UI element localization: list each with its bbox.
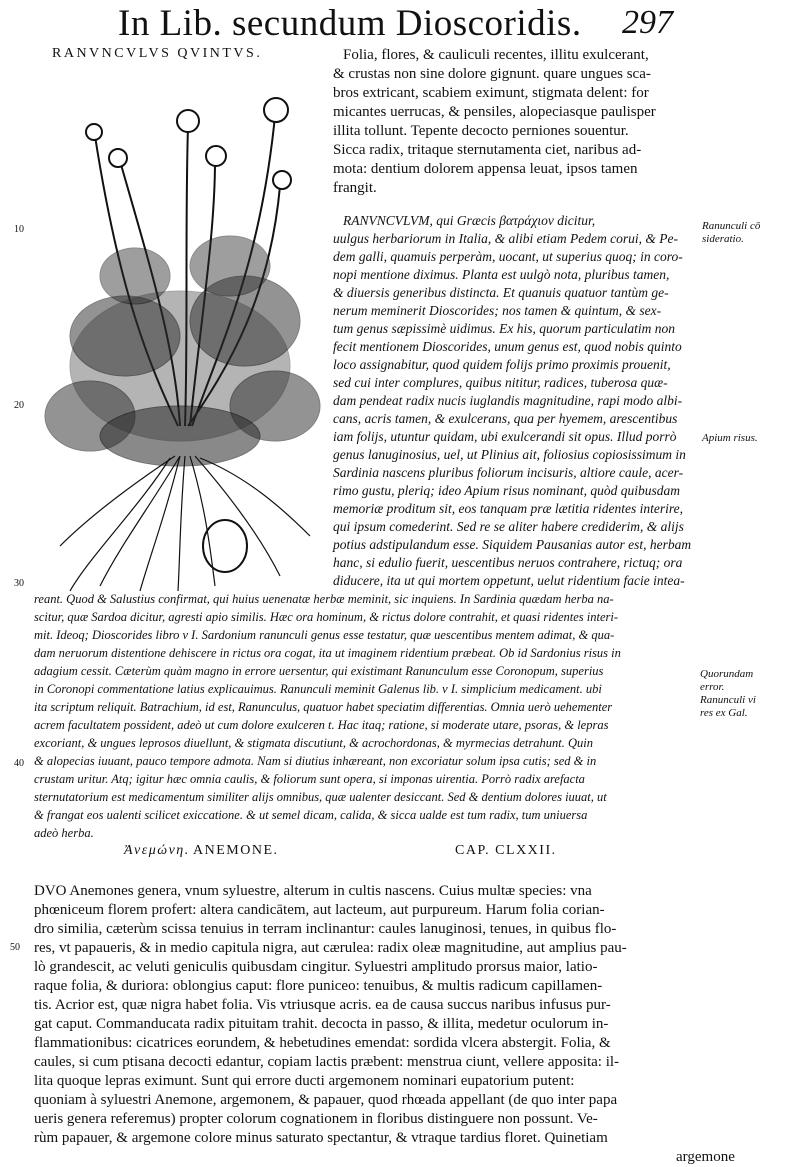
text-line: rimo gustu, pleriq; ideo Apium risus nominant, quòd quibusdam (333, 483, 681, 498)
text-line: & frangat eos ualenti scilicet exiccatione. & ut semel dicam, calida, & sicca ualde est tum radix, tum uniuersa (34, 808, 588, 822)
margin-note-apium (702, 432, 758, 445)
text-line: memoriæ proditum sit, eos tanquam præ lætitia ridentes interire, (333, 501, 684, 516)
line-number: 50 (10, 942, 20, 953)
text-line: genus lanuginosius, uel, ut Plinius ait, foliosius copiosissimum in (333, 447, 686, 462)
page-number: 297 (622, 4, 673, 41)
catchword: argemone (676, 1149, 735, 1165)
text-line: dam pendeat radix nucis iuglandis magnitudine, rapi modo albi- (333, 393, 683, 408)
figure-title: RANVNCVLVS QVINTVS. (52, 46, 263, 61)
text-line: ueris genera referemus) propter colorum cognationem in floribus distinguere non possunt. Ve- (34, 1111, 598, 1127)
text-line: raque folia, & duriora: oblongius caput: flore puniceo: tenuibus, & multis radicum capillamen- (34, 978, 603, 994)
text-line: acrem facultatem possident, adeò ut cum dolore exulceren t. Hac itaq; ratione, si moderate utare, psoras, & lepras (34, 718, 609, 732)
text-line: rùm papauer, & argemone colore minus saturato spectantur, & vtraque tardius floret. Quinetiam (34, 1130, 608, 1146)
text-line: nopi mentione diximus. Planta est uulgò nota, pluribus tamen, (333, 267, 670, 282)
margin-note-ranunculi (702, 220, 760, 246)
line-number: 20 (14, 400, 24, 411)
text-line: adagium cessit. Cæterùm quàm magno in errore uersentur, qui existimant Ranunculum esse Coronopum, superius (34, 664, 604, 678)
line-number: 30 (14, 578, 24, 589)
text-line: & crustas non sine dolore gignunt. quare ungues sca- (333, 66, 651, 82)
text-line: excoriant, & ungues leprosos diuellunt, & stigmata discutiunt, & acrochordonas, & myrmecias detrahunt. Quin (34, 736, 593, 750)
text-line: quoniam à syluestri Anemone, argemonem, & papauer, quod rhœada appellant (de quo inter papa (34, 1092, 618, 1108)
margin-note-error (700, 668, 756, 720)
text-line: sed cui inter complures, quibus nititur, radices, tuberosa quæ- (333, 375, 668, 390)
line-number: 40 (14, 758, 24, 769)
chapter-greek-title: Ἀνεμώνη. (124, 843, 190, 858)
text-line: res, vt papaueris, & in medio capitula nigra, aut cærulea: radix oleæ magnitudine, aut amplius pau- (34, 940, 627, 956)
text-line: flammationibus: cicatrices eorundem, & hebetudines emendat: sordida vlcera abstergit. Folia, & (34, 1035, 611, 1051)
line-number: 10 (14, 224, 24, 235)
text-line: micantes uerrucas, & pensiles, alopeciasque paulisper (333, 104, 656, 120)
text-line: hanc, si edulio fuerit, uescentibus neruos contrahere, rictuq; ora (333, 555, 683, 570)
text-line: nerum meminerit Dioscorides; nos tamen & quintum, & sex- (333, 303, 662, 318)
margin-note-line: Ranunculi vi (700, 694, 756, 706)
text-line: lita quoque lepras eximunt. Sunt qui errore ducti argemonem nominari eupatorium putent: (34, 1073, 575, 1089)
ranunculus-plant-woodcut-icon (30, 66, 330, 596)
text-line: dam neruorum distentione dehiscere in rictus ora cogat, ita ut imaginem ridentium præbeat. Ob id Sardonius risus in (34, 646, 621, 660)
text-line: diducere, ita ut qui mortem oppetunt, uelut ridentium facie intea- (333, 573, 685, 588)
text-line: mit. Ideoq; Dioscorides libro v I. Sardonium ranunculi genus esse testatur, quæ uescentibus mentem adimat, & qua- (34, 628, 615, 642)
text-line: dro similia, cæterùm scissa tenuius in terram inclinantur: caules lanuginosi, tenues, in quibus flo- (34, 921, 617, 937)
text-line: gat caput. Commanducata radix pituitam trahit. decocta in passo, & illita, medetur oculorum in- (34, 1016, 609, 1032)
text-line: Folia, flores, & cauliculi recentes, illitu exulcerant, (343, 47, 649, 63)
text-line: loco assignabitur, quod quidem folijs primo proximis prouenit, (333, 357, 671, 372)
text-line: uulgus herbariorum in Italia, & alibi etiam Pedem corui, & Pe- (333, 231, 678, 246)
text-line: tum genus sæpissimè uidimus. Ex his, quorum particulatim non (333, 321, 676, 336)
margin-note-line: Ranunculi cō (702, 220, 761, 232)
text-line: cans, acris tamen, & exulcerans, qua per hyemem, arescentibus (333, 411, 678, 426)
text-line: reant. Quod & Salustius confirmat, qui huius uenenatæ herbæ meminit, sic inquiens. In Sardinia quædam herba na- (34, 592, 614, 606)
margin-note-line: sideratio. (702, 233, 744, 245)
text-line: DVO Anemones genera, vnum syluestre, alterum in cultis nascens. Cuius multæ species: vna (34, 883, 592, 899)
text-line: lò grandescit, ac veluti geniculis quibusdam cingitur. Syluestri amplitudo prorsus maior, latio- (34, 959, 598, 975)
text-line: bros extricant, scabiem eximunt, stigmata delent: for (333, 85, 649, 101)
text-line: phœniceum florem profert: altera candicātem, aut lacteum, aut purpureum. Harum folia corian- (34, 902, 605, 918)
text-line: ita scriptum reliquit. Batrachium, id est, Ranunculus, quatuor habet speciatim differentias. Omnia uerò uehementer (34, 700, 613, 714)
chapter-number: CAP. CLXXII. (455, 843, 557, 858)
text-line: RANVNCVLVM, qui Græcis βατράχιον dicitur, (343, 213, 596, 228)
margin-note-line: Quorundam (700, 668, 754, 680)
text-line: frangit. (333, 180, 377, 196)
text-line: fecit mentionem Dioscorides, unum genus est, quod nobis quinto (333, 339, 682, 354)
text-line: Sardinia nascens pluribus foliorum incisuris, altiore caule, acer- (333, 465, 684, 480)
text-line: iam folijs, utuntur quidam, ubi exulcerandi sit opus. Illud porrò (333, 429, 677, 444)
text-line: sternutatorium est medicamentum similiter alijs omnibus, quæ ualenter desiccant. Sed & dentium dolores iuuat, ut (34, 790, 607, 804)
text-line: caules, si cum ptisana decocti edantur, copiam lactis præbent: menstrua ciunt, vellere apposita: il- (34, 1054, 620, 1070)
running-title: In Lib. secundum Dioscoridis. (118, 3, 582, 44)
text-line: illita tollunt. Tepente decocto perniones souentur. (333, 123, 629, 139)
text-line: qui ipsum comederint. Sed re se aliter habere crediderim, & alijs (333, 519, 684, 534)
text-line: Sicca radix, tritaque sternutamenta ciet, naribus ad- (333, 142, 642, 158)
margin-note-line: Apium risus. (702, 432, 758, 444)
text-line: & alopecias iuuant, pauco tempore admota. Nam si diutius inhæreant, non excoriatur solum ipsa cutis; sed & in (34, 754, 597, 768)
text-line: in Coronopi commentatione latius explicauimus. Ranunculi meminit Galenus lib. v I. simplicium medicament. ubi (34, 682, 602, 696)
margin-note-line: error. (700, 681, 725, 693)
text-line: dem galli, quamuis perperàm, uocant, ut superius quoq; in coro- (333, 249, 683, 264)
text-line: mota: dentium dolorem appensa leuat, ipsos tamen (333, 161, 638, 177)
text-line: adeò herba. (34, 826, 94, 840)
text-line: potius adstipulandum esse. Siquidem Pausanias autor est, herbam (333, 537, 692, 552)
text-line: crustam uritur. Atq; igitur hæc omnia caulis, & foliorum sunt opera, si imponas uirentia. Porrò radix arefacta (34, 772, 585, 786)
chapter-title: ANEMONE. (193, 843, 279, 858)
margin-note-line: res ex Gal. (700, 707, 748, 719)
text-line: tis. Acrior est, quæ nigra habet folia. Vis vtriusque acris. ea de causa succus naribus infusus pur- (34, 997, 611, 1013)
text-line: scitur, quæ Sardoa dicitur, agresti apio similis. Hæc ora hominum, & rictus dolore contrahit, et quasi ridentes interi- (34, 610, 619, 624)
text-line: & diuersis generibus distincta. Et quanuis quatuor tantùm ge- (333, 285, 669, 300)
